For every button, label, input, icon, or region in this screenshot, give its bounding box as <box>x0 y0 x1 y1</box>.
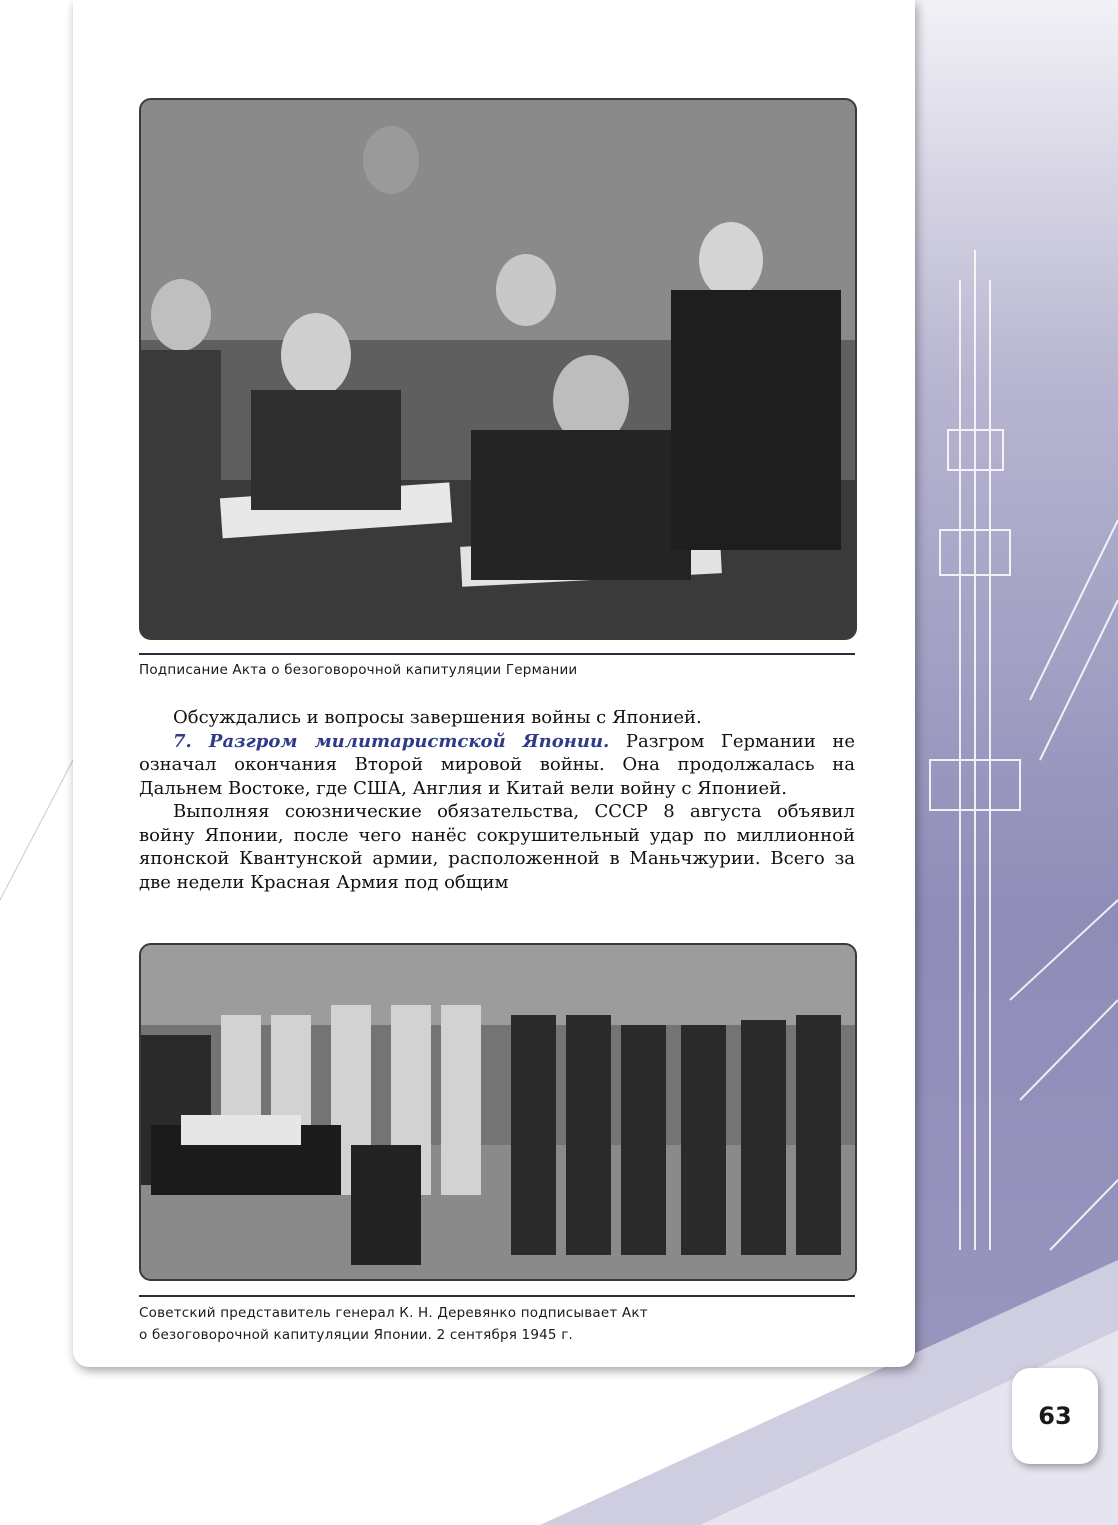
body-text <box>139 706 855 894</box>
paragraph-2-text: Разгром Германии не означал окончания Второй мировой войны. Она продолжалась на Дальнем Востоке, где США, Англия и Китай вели войну с Японией. <box>139 730 855 799</box>
photo-caption-2-line-1: Советский представитель генерал К. Н. Деревянко подписывает Акт <box>139 1305 648 1321</box>
photo-germany-capitulation <box>139 98 857 640</box>
paragraph-2 <box>139 730 855 801</box>
photo-caption-2 <box>139 1302 855 1346</box>
photo-caption-1: Подписание Акта о безоговорочной капитуляции Германии <box>139 662 578 678</box>
photo-japan-capitulation <box>139 943 857 1281</box>
caption-rule-1 <box>139 653 855 655</box>
section-title: 7. Разгром милитаристской Японии. <box>173 730 610 752</box>
page-number: 63 <box>1012 1368 1098 1464</box>
paragraph-1: Обсуждались и вопросы завершения войны с Японией. <box>173 707 702 728</box>
caption-rule-2 <box>139 1295 855 1297</box>
photo-caption-2-line-2: о безоговорочной капитуляции Японии. 2 сентября 1945 г. <box>139 1327 573 1343</box>
paragraph-3: Выполняя союзнические обязательства, СССР 8 августа объявил войну Японии, после чего нанёс сокрушительный удар по миллионной японской Квантунской армии, расположенной в Маньчжурии. Всего за две недели Красная Армия под общим <box>139 801 855 893</box>
